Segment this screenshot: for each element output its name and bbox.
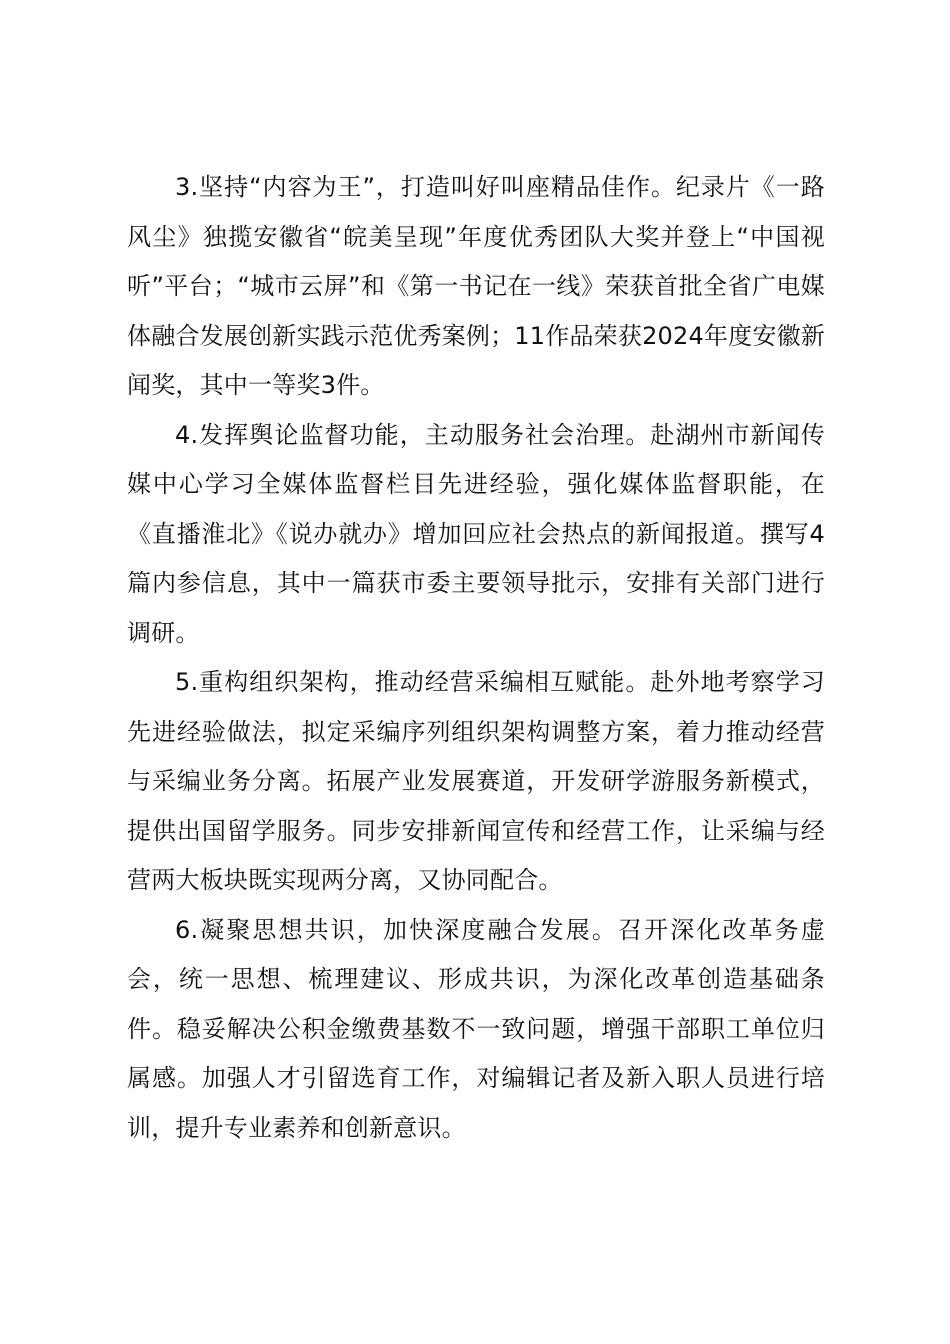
- document-body: [127, 163, 825, 1153]
- paragraph-public-opinion-supervision: 4.发挥舆论监督功能，主动服务社会治理。赴湖州市新闻传媒中心学习全媒体监督栏目先进经验，强化媒体监督职能，在《直播淮北》《说办就办》增加回应社会热点的新闻报道。撰写4篇内参信息，其中一篇获市委主要领导批示，安排有关部门进行调研。: [127, 420, 825, 647]
- paragraph-organization-restructure: 5.重构组织架构，推动经营采编相互赋能。赴外地考察学习先进经验做法，拟定采编序列组织架构调整方案，着力推动经营与采编业务分离。拓展产业发展赛道，开发研学游服务新模式，提供出国留学服务。同步安排新闻宣传和经营工作，让采编与经营两大板块既实现两分离，又协同配合。: [127, 668, 825, 894]
- paragraph-consensus-integration: 6.凝聚思想共识，加快深度融合发展。召开深化改革务虚会，统一思想、梳理建议、形成共识，为深化改革创造基础条件。稳妥解决公积金缴费基数不一致问题，增强干部职工单位归属感。加强人才引留选育工作，对编辑记者及新入职人员进行培训，提升专业素养和创新意识。: [127, 915, 825, 1142]
- paragraph-content-king: 3.坚持“内容为王”，打造叫好叫座精品佳作。纪录片《一路风尘》独揽安徽省“皖美呈现”年度优秀团队大奖并登上“中国视听”平台；“城市云屏”和《第一书记在一线》荣获首批全省广电媒体融合发展创新实践示范优秀案例；11作品荣获2024年度安徽新闻奖，其中一等奖3件。: [127, 173, 825, 399]
